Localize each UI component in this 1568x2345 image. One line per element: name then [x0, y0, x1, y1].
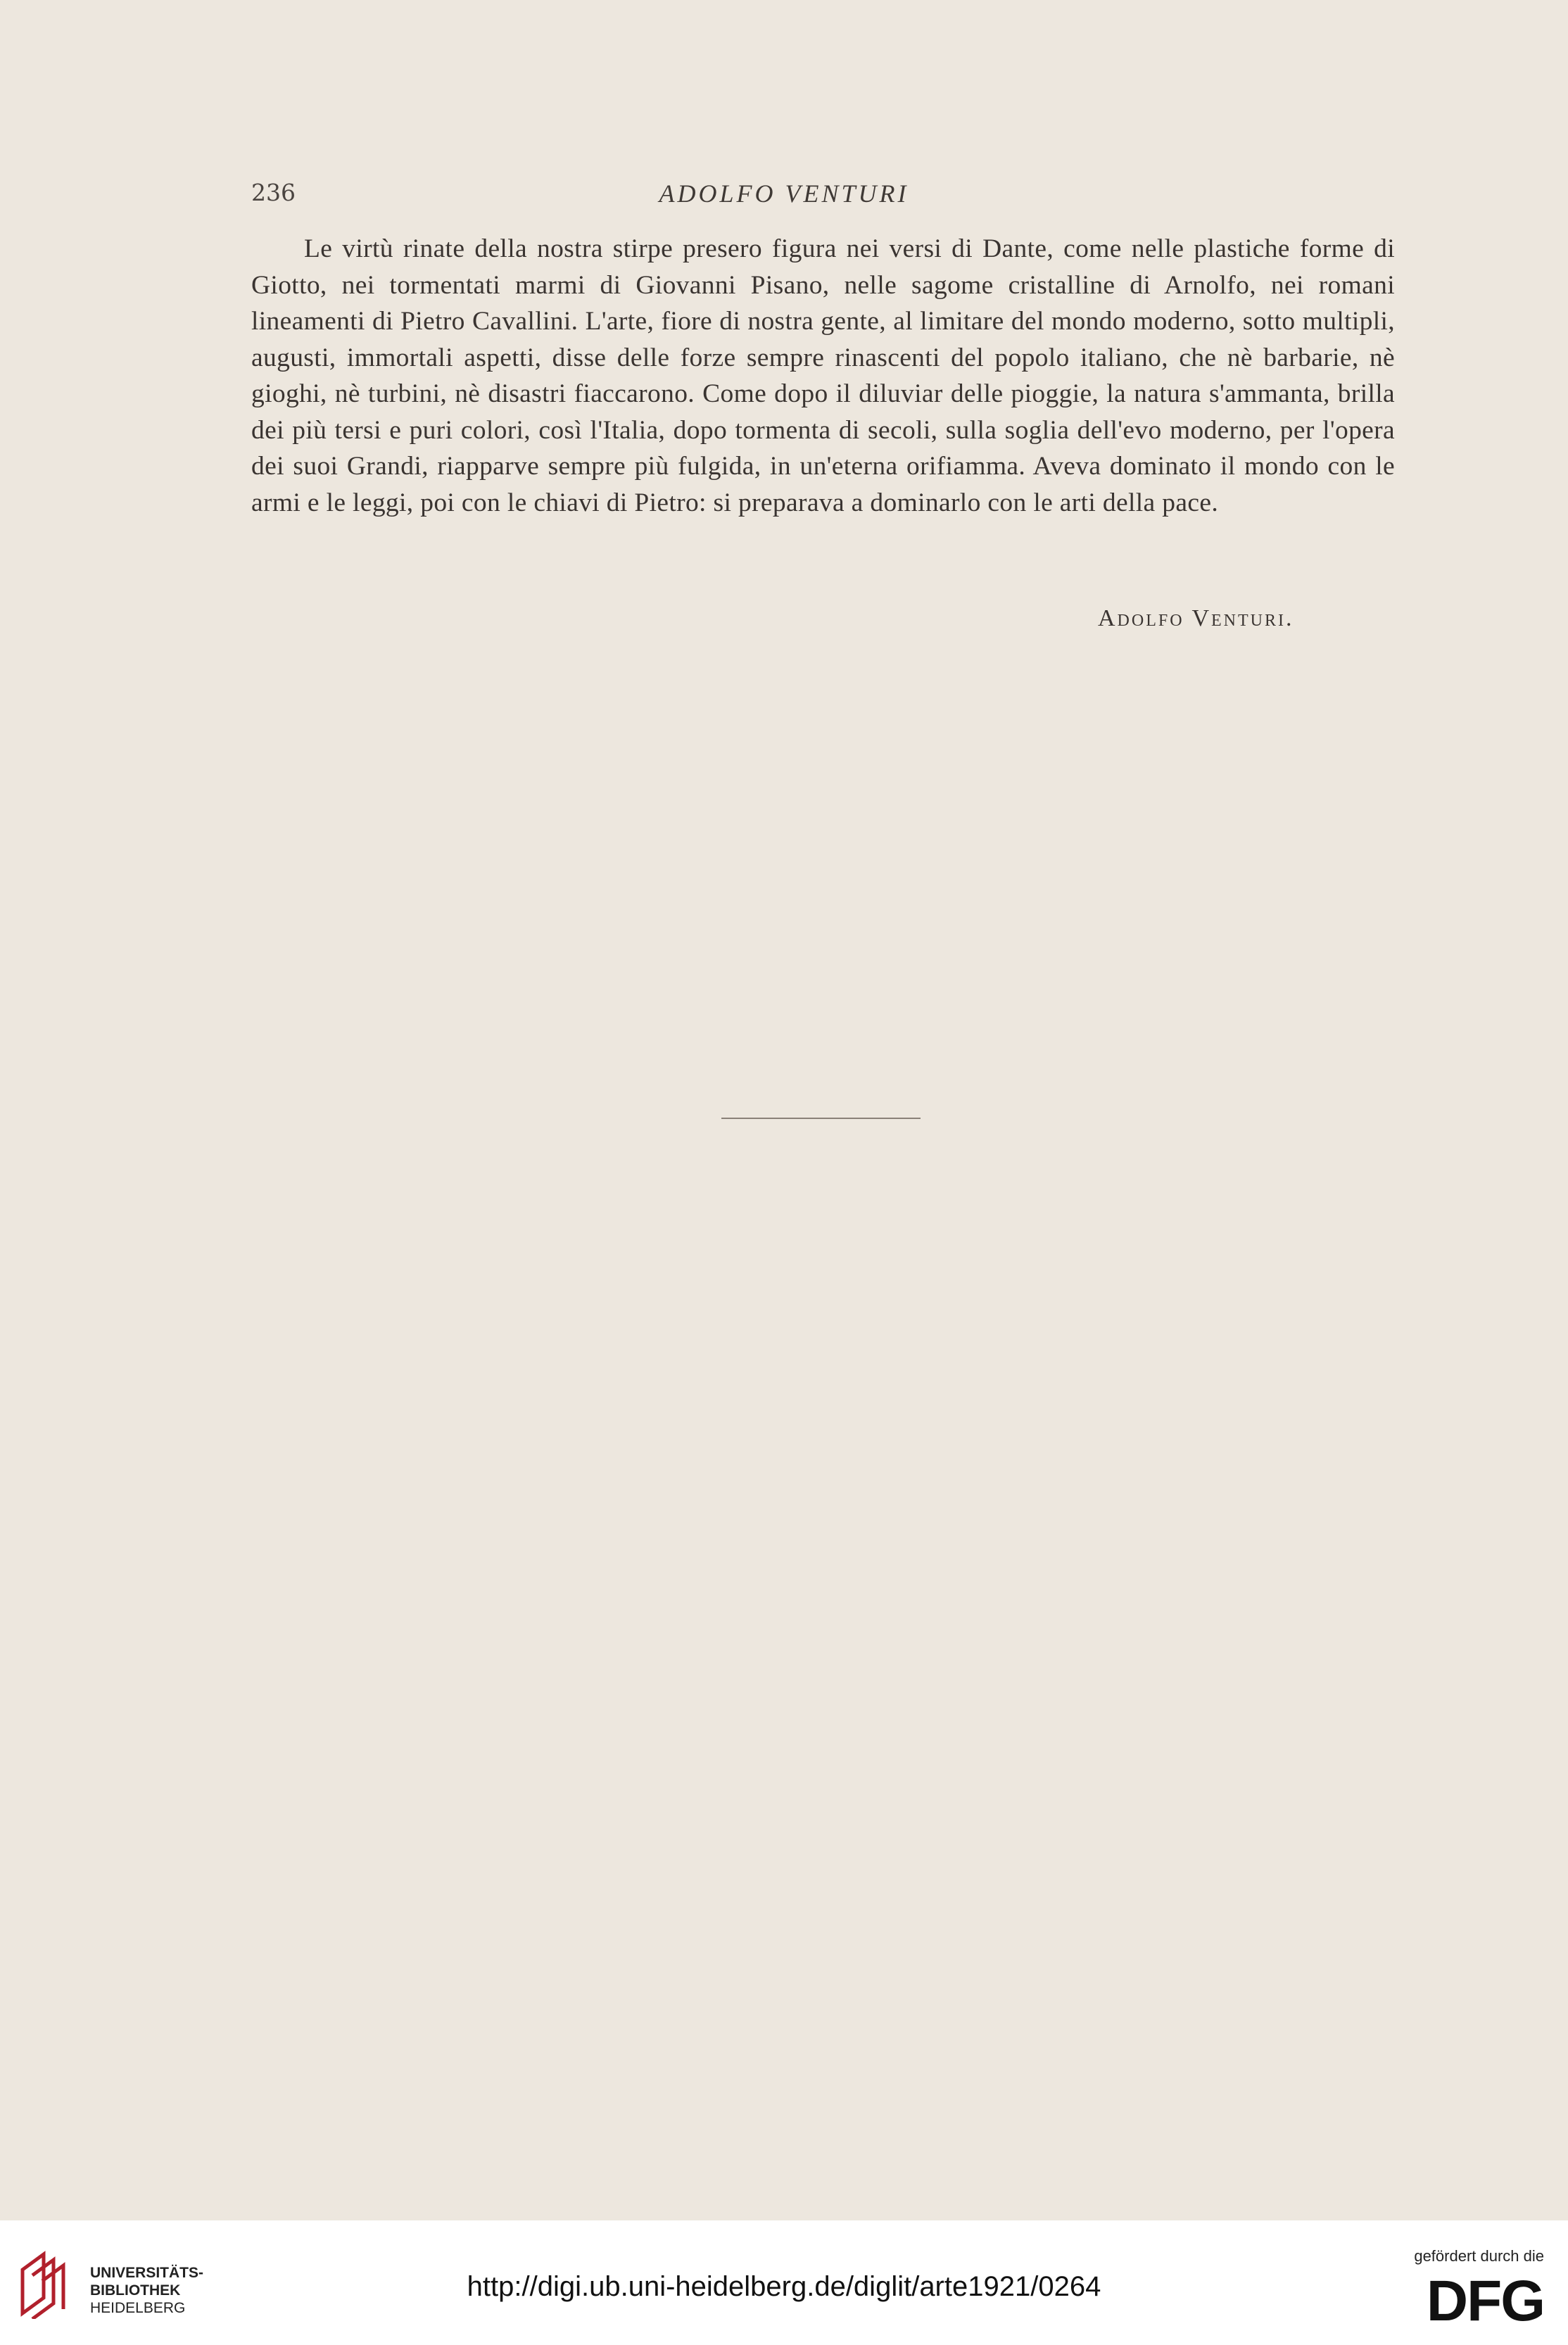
section-divider: [721, 1118, 921, 1119]
author-signature: Adolfo Venturi.: [1098, 605, 1294, 631]
library-name-line3: HEIDELBERG: [90, 2300, 186, 2316]
body-paragraph: Le virtù rinate della nostra stirpe presero figura nei versi di Dante, come nelle plastiche forme di Giotto, nei tormentati marmi di Giovanni Pisano, nelle sagome cristalline di Arnolfo, nei romani lineamenti di Pietro Cavallini. L'arte, fiore di nostra gente, al limitare del mondo moderno, sotto multipli, augusti, immortali aspetti, disse delle forze sempre rinascenti del popolo italiano, che nè barbarie, nè gioghi, nè turbini, nè disastri fiaccarono. Come dopo il diluviar delle pioggie, la natura s'ammanta, brilla dei più tersi e puri colori, così l'Italia, dopo tormenta di secoli, sulla soglia dell'evo moderno, per l'opera dei suoi Grandi, riapparve sempre più fulgida, in un'eterna orifiamma. Aveva dominato il mondo con le armi e le leggi, poi con le chiavi di Pietro: si preparava a dominarlo con le arti della pace.: [251, 234, 1395, 517]
running-head: ADOLFO VENTURI: [659, 179, 909, 208]
dfg-logo: DFG: [1426, 2269, 1544, 2333]
funded-by-label: gefördert durch die: [1414, 2247, 1544, 2265]
permalink-url[interactable]: http://digi.ub.uni-heidelberg.de/diglit/arte1921/0264: [467, 2271, 1101, 2302]
page-number: 236: [251, 179, 296, 206]
library-name-line2: BIBLIOTHEK: [90, 2282, 181, 2299]
digitization-footer: [0, 2220, 1568, 2345]
library-name-line1: UNIVERSITÄTS-: [90, 2265, 204, 2281]
